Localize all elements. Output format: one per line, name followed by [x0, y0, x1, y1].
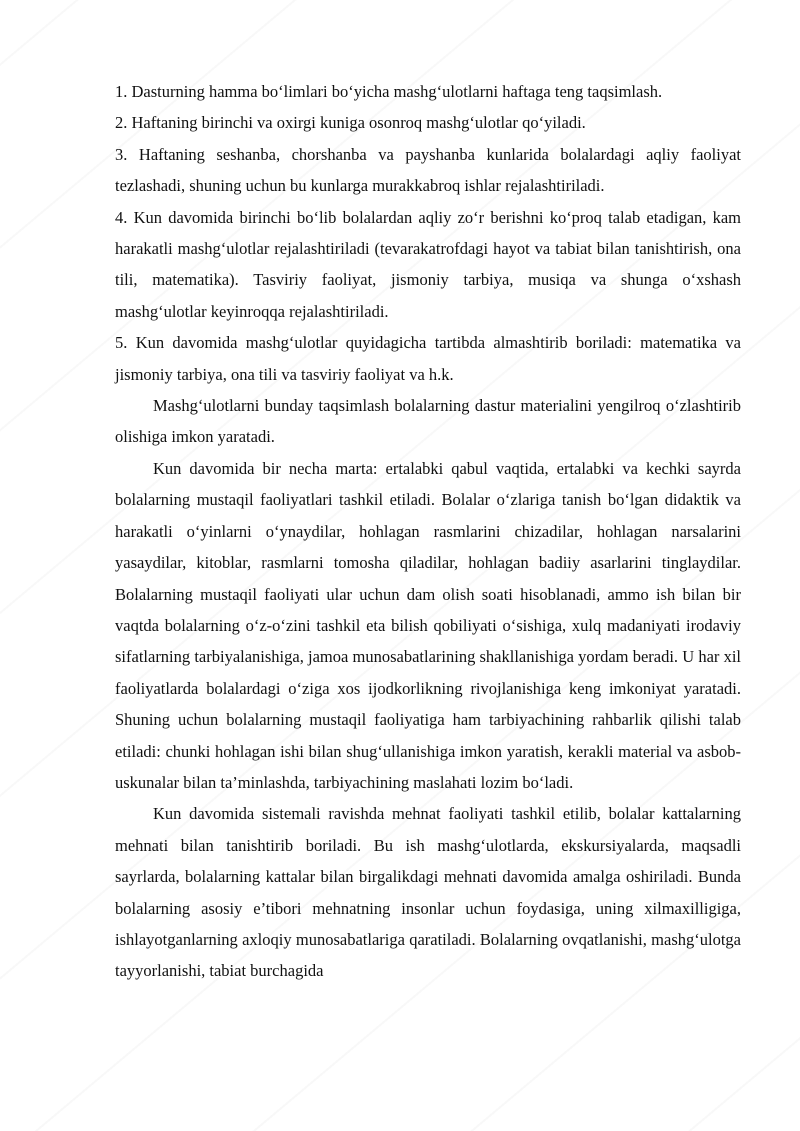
list-item-1: [115, 76, 741, 107]
list-item-text: Haftaning seshanba, chorshanba va payshanba kunlarida bolalardagi aqliy faoliyat tezlashadi, shuning uchun bu kunlarga murakkabroq ishlar rejalashtiriladi.: [115, 144, 742, 196]
list-item-number: 5.: [115, 333, 128, 353]
list-item-number: 3.: [115, 144, 128, 164]
list-item-text: Kun davomida mashg‘ulotlar quyidagicha tartibda almashtirib boriladi: matematika va jismoniy tarbiya, ona tili va tasviriy faoliyat va h.k.: [115, 333, 741, 384]
paragraph-2: Kun davomida bir necha marta: ertalabki qabul vaqtida, ertalabki va kechki sayrda bolalarning mustaqil faoliyatlari tashkil etiladi. Bolalar o‘zlariga tanish bo‘lgan didaktik va harakatli o‘yinlarni o‘ynaydilar, hohlagan rasmlarini chizadilar, hohlagan narsalarini yasaydilar, kitoblar, rasmlarni tomosha qiladilar, hohlagan badiiy asarlarini tinglaydilar. Bolalarning mustaqil faoliyati ular uchun dam olish soati hisoblanadi, ammo ish bilan bir vaqtda bolalarning o‘z-o‘zini tashkil eta bilish qobiliyati o‘sishiga, xulq madaniyati irodaviy sifatlarning tarbiyalanishiga, jamoa munosabatlarining shakllanishiga yordam beradi. U har xil faoliyatlarda bolalardagi o‘ziga xos ijodkorlikning rivojlanishiga keng imkoniyat yaratadi. Shuning uchun bolalarning mustaqil faoliyatiga ham tarbiyachining rahbarlik qilishi talab etiladi: chunki hohlagan ishi bilan shug‘ullanishiga imkon yaratish, kerakli material va asbob-uskunalar bilan ta’minlashda, tarbiyachining maslahati lozim bo‘ladi.: [115, 458, 741, 792]
list-item-text: Haftaning birinchi va oxirgi kuniga osonroq mashg‘ulotlar qo‘yiladi.: [131, 113, 586, 133]
page-body: [115, 76, 741, 987]
list-item-text: Dasturning hamma bo‘limlari bo‘yicha mashg‘ulotlarni haftaga teng taqsimlash.: [131, 82, 663, 101]
paragraph-3: Kun davomida sistemali ravishda mehnat faoliyati tashkil etilib, bolalar kattalarning mehnati bilan tanishtirib boriladi. Bu ish mashg‘ulotlarda, ekskursiyalarda, maqsadli sayrlarda, bolalarning kattalar bilan birgalikdagi mehnati davomida amalga oshiriladi. Bunda bolalarning asosiy e’tibori mehnatning insonlar uchun foydasiga, uning xilmaxilligiga, ishlayotganlarning axloqiy munosabatlariga qaratiladi. Bolalarning ovqatlanishi, mashg‘ulotga tayyorlanishi, tabiat burchagida: [115, 804, 741, 981]
list-item-4: [115, 202, 741, 328]
list-item-number: 1.: [115, 82, 128, 101]
paragraph-1: Mashg‘ulotlarni bunday taqsimlash bolalarning dastur materialini yengilroq o‘zlashtirib olishiga imkon yaratadi.: [115, 396, 741, 447]
list-item-number: 2.: [115, 113, 128, 133]
list-item-2: [115, 107, 741, 138]
list-item-5: [115, 327, 741, 390]
list-item-number: 4.: [115, 207, 128, 227]
list-item-3: [115, 139, 741, 202]
list-item-text: Kun davomida birinchi bo‘lib bolalardan aqliy zo‘r berishni ko‘proq talab etadigan, kam harakatli mashg‘ulotlar rejalashtiriladi (tevarakatrofdagi hayot va tabiat bilan tanishtirish, ona tili, matematika). Tasviriy faoliyat, jismoniy tarbiya, musiqa va shunga o‘xshash mashg‘ulotlar keyinroqqa rejalashtiriladi.: [115, 207, 741, 321]
